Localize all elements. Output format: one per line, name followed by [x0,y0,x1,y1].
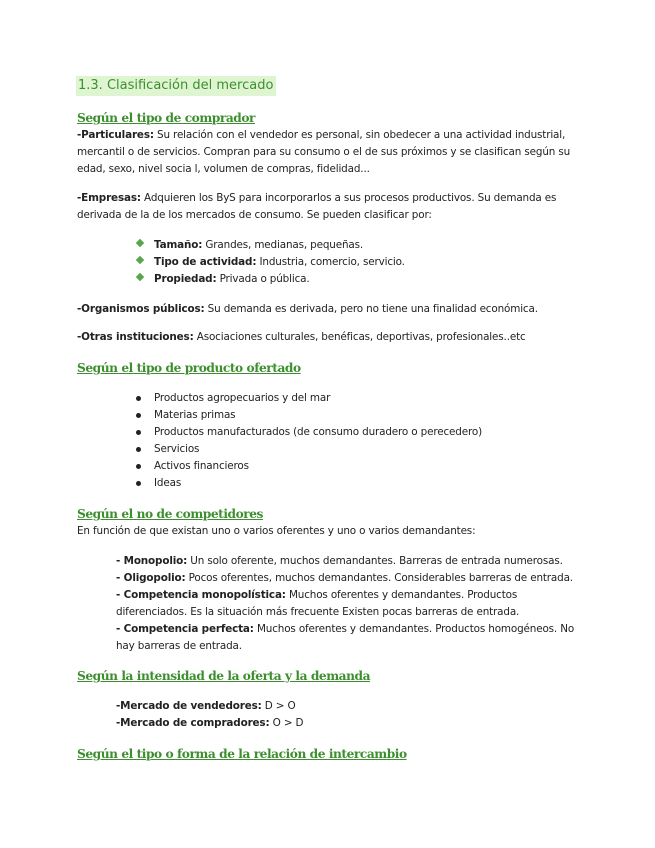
list-item: Activos financieros [154,460,249,472]
heading-intercambio: Según el tipo o forma de la relación de intercambio [77,747,407,761]
text-otras: Asociaciones culturales, benéficas, deportivas, profesionales..etc [193,331,526,343]
heading-producto: Según el tipo de producto ofertado [77,361,301,375]
bullet-icon [136,430,141,435]
list-item: Materias primas [154,409,236,421]
paragraph-particulares [77,127,587,177]
paragraph-competidores-intro: En función de que existan uno o varios oferentes y uno o varios demandantes: [77,525,476,537]
section-title: 1.3. Clasificación del mercado [76,76,276,96]
text-empresas: Adquieren los ByS para incorporarlos a sus procesos productivos. Su demanda es derivada de la de los mercados de consumo. Se pueden clasificar por: [77,192,557,221]
label-empresas: -Empresas: [77,192,141,204]
bullet-icon [136,413,141,418]
paragraph-mercado-vendedores: -Mercado de vendedores: D > O [116,700,296,712]
paragraph-otras [77,329,587,346]
label-otras: -Otras instituciones: [77,331,194,343]
paragraph-empresas [77,190,587,224]
list-item: Productos agropecuarios y del mar [154,392,331,404]
paragraph-competencia-monopolistica: - Competencia monopolística: Muchos oferentes y demandantes. Productos diferenciados. Es la situación más frecuente Existen pocas barreras de entrada. [116,589,520,618]
diamond-bullet-icon [136,239,144,247]
label-particulares: -Particulares: [77,129,154,141]
bullet-icon [136,481,141,486]
heading-intensidad: Según la intensidad de la oferta y la demanda [77,669,371,683]
list-item-tamano: Tamaño: Grandes, medianas, pequeñas. [154,239,364,251]
diamond-bullet-icon [136,273,144,281]
bullet-icon [136,447,141,452]
diamond-bullet-icon [136,256,144,264]
heading-comprador: Según el tipo de comprador [77,111,255,125]
list-item: Productos manufacturados (de consumo duradero o perecedero) [154,426,482,438]
paragraph-monopolio: - Monopolio: Un solo oferente, muchos demandantes. Barreras de entrada numerosas. [116,555,563,567]
bullet-icon [136,464,141,469]
label-organismos: -Organismos públicos: [77,303,205,315]
paragraph-organismos [77,301,587,318]
list-item: Ideas [154,477,182,489]
paragraph-mercado-compradores: -Mercado de compradores: O > D [116,717,304,729]
paragraph-competencia-perfecta: - Competencia perfecta: Muchos oferentes y demandantes. Productos homogéneos. No hay barreras de entrada. [116,623,575,652]
heading-competidores: Según el no de competidores [77,507,263,521]
list-item-tipo-actividad: Tipo de actividad: Industria, comercio, servicio. [154,256,405,268]
list-item: Servicios [154,443,200,455]
bullet-icon [136,396,141,401]
text-organismos: Su demanda es derivada, pero no tiene una finalidad económica. [204,303,538,315]
list-item-propiedad: Propiedad: Privada o pública. [154,273,310,285]
paragraph-oligopolio: - Oligopolio: Pocos oferentes, muchos demandantes. Considerables barreras de entrada. [116,572,573,584]
text-particulares: Su relación con el vendedor es personal, sin obedecer a una actividad industrial, mercantil o de servicios. Compran para su consumo o el de sus próximos y se clasifican según su edad, sexo, nivel socia l, volumen de compras, fidelidad... [77,129,571,175]
